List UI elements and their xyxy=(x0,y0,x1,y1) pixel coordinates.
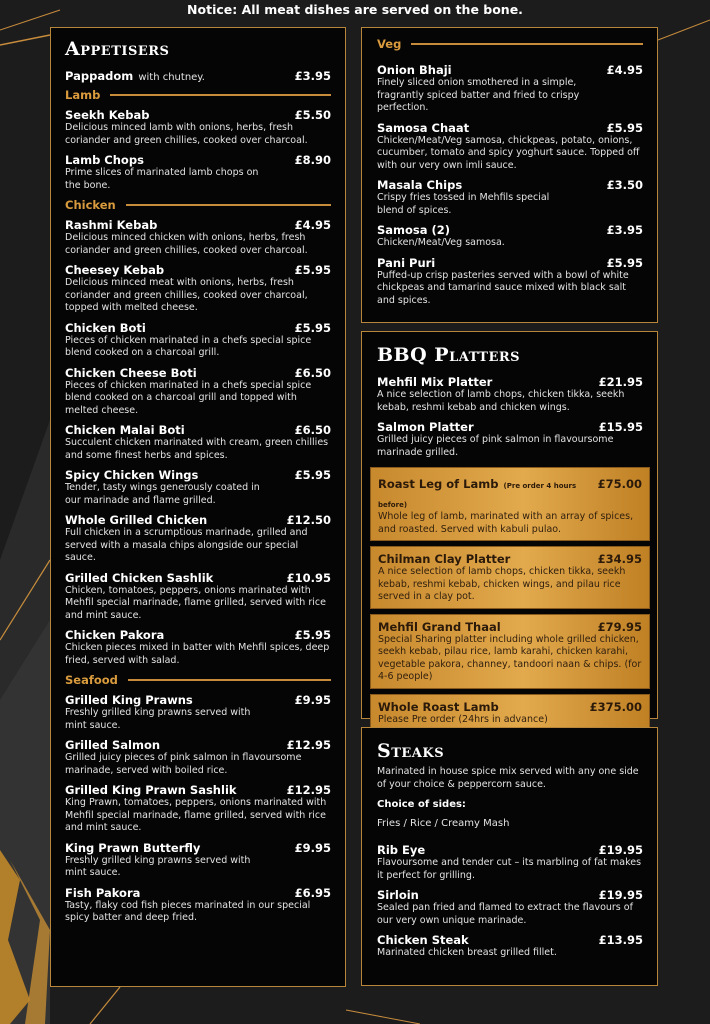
item-name: Chicken Pakora xyxy=(65,628,165,642)
item-price: £79.95 xyxy=(597,619,642,634)
item-desc: Marinated chicken breast grilled fillet. xyxy=(377,947,557,958)
item-price: £5.95 xyxy=(294,468,331,482)
item-desc: Pieces of chicken marinated in a chefs special spice blend cooked on a charcoal grill. xyxy=(65,334,312,358)
featured-item-roast-leg xyxy=(370,467,650,541)
item-name: Sirloin xyxy=(377,888,419,902)
item-name: Chicken Cheese Boti xyxy=(65,365,197,380)
item-name: Chicken Boti xyxy=(65,320,146,335)
item-price: £12.95 xyxy=(286,783,331,797)
item-desc: Grilled juicy pieces of pink salmon in flavoursome marinade grilled. xyxy=(377,434,614,458)
chicken-list xyxy=(65,218,331,667)
menu-item xyxy=(377,933,643,960)
item-note: (Pre order 4 hours before) xyxy=(378,482,577,509)
item-price: £3.95 xyxy=(294,69,331,83)
menu-item xyxy=(377,843,643,882)
item-desc: Flavoursome and tender cut – its marbling of fat makes it perfect for grilling. xyxy=(377,857,642,881)
category-chicken xyxy=(65,198,331,212)
item-price: £3.95 xyxy=(606,223,643,237)
item-price: £75.00 xyxy=(597,477,642,491)
item-desc: Sealed pan fried and flamed to extract the flavours of our very own unique marinade. xyxy=(377,902,633,926)
item-name: Seekh Kebab xyxy=(65,108,150,122)
item-price: £10.95 xyxy=(286,570,331,585)
item-desc: Chicken pieces mixed in batter with Mehfil spices, deep fried, served with salad. xyxy=(65,642,330,666)
item-desc: Grilled juicy pieces of pink salmon in flavoursome marinade, served with boiled rice. xyxy=(65,752,302,776)
item-desc: Chicken, tomatoes, peppers, onions marinated with Mehfil special marinade, flame grilled, served with rice and mint sauce. xyxy=(65,584,326,621)
item-desc: King Prawn, tomatoes, peppers, onions marinated with Mehfil special marinade, flame grilled, served with rice and mint sauce. xyxy=(65,797,327,833)
steaks-intro: Marinated in house spice mix served with any one side of your choice & peppercorn sauce. xyxy=(377,766,639,790)
menu-item xyxy=(65,841,331,880)
appetisers-panel xyxy=(50,27,346,987)
menu-item xyxy=(65,628,331,667)
item-name: Cheesey Kebab xyxy=(65,263,165,277)
item-price: £5.95 xyxy=(294,320,331,335)
item-desc: Whole leg of lamb, marinated with an array of spices, and roasted. Served with kabuli pulao. xyxy=(378,511,634,535)
item-price: £12.50 xyxy=(286,513,331,527)
veg-panel xyxy=(361,27,658,323)
item-desc: A nice selection of lamb chops, chicken tikka, seekh kebab, reshmi kebab and chicken wings. xyxy=(377,389,625,413)
item-name: Pappadom xyxy=(65,69,134,83)
sides-label: Choice of sides: xyxy=(377,799,466,810)
item-desc: Freshly grilled king prawns served with mint sauce. xyxy=(65,707,251,731)
lamb-list xyxy=(65,108,331,192)
category-seafood xyxy=(65,673,331,687)
menu-item xyxy=(377,121,643,173)
menu-item-pappadom xyxy=(65,65,331,84)
item-inline-desc: with chutney. xyxy=(138,72,205,83)
menu-item xyxy=(65,738,331,777)
menu-item xyxy=(377,63,643,115)
item-price: £6.95 xyxy=(294,885,331,900)
item-desc: Prime slices of marinated lamb chops on the bone. xyxy=(65,167,259,191)
item-name: Grilled Salmon xyxy=(65,738,161,752)
notice-banner: Notice: All meat dishes are served on the bone. xyxy=(187,2,523,17)
menu-item xyxy=(65,423,331,462)
item-desc: Chicken/Meat/Veg samosa. xyxy=(377,237,505,248)
menu-item xyxy=(65,321,331,360)
menu-item xyxy=(65,886,331,925)
item-price: £5.50 xyxy=(294,108,331,122)
menu-item xyxy=(65,468,331,507)
item-desc: Tender, tasty wings generously coated in our marinade and flame grilled. xyxy=(65,482,260,506)
item-name: Grilled King Prawns xyxy=(65,693,193,707)
category-veg xyxy=(377,37,643,51)
menu-item xyxy=(65,218,331,257)
item-price: £375.00 xyxy=(589,699,642,714)
item-price: £5.95 xyxy=(606,120,643,135)
item-name: King Prawn Butterfly xyxy=(65,840,201,855)
category-label: Lamb xyxy=(65,88,101,102)
seafood-list xyxy=(65,693,331,925)
item-desc: Delicious minced lamb with onions, herbs, fresh coriander and green chillies, cooked over charcoal. xyxy=(65,122,308,146)
menu-item xyxy=(65,693,331,732)
item-price: £4.95 xyxy=(294,218,331,232)
menu-item xyxy=(377,420,643,459)
item-desc: Special Sharing platter including whole grilled chicken, seekh kebab, pilau rice, lamb karahi, chicken karahi, vegetable pakora, channey, tandoori naan & chips. (for 4-6 people) xyxy=(378,633,642,682)
item-price: £6.50 xyxy=(294,365,331,380)
menu-item xyxy=(65,108,331,147)
item-name: Samosa (2) xyxy=(377,223,451,237)
item-desc: Chicken/Meat/Veg samosa, chickpeas, potato, onions, cucumber, tomato and spicy yoghurt sauce. Topped off with our very own imli sauce. xyxy=(377,134,640,171)
item-name: Grilled King Prawn Sashlik xyxy=(65,783,237,797)
item-desc: Freshly grilled king prawns served with mint sauce. xyxy=(65,854,251,878)
item-price: £6.50 xyxy=(294,423,331,437)
item-price: £8.90 xyxy=(294,153,331,167)
menu-item xyxy=(377,178,643,217)
menu-item xyxy=(377,223,643,250)
category-lamb xyxy=(65,88,331,102)
item-name: Chicken Malai Boti xyxy=(65,423,185,437)
item-price: £34.95 xyxy=(597,552,642,566)
item-name: Chicken Steak xyxy=(377,933,469,947)
item-price: £5.95 xyxy=(294,628,331,642)
featured-item xyxy=(370,546,650,609)
menu-item xyxy=(377,375,643,414)
featured-item xyxy=(370,614,650,689)
item-name: Chilman Clay Platter xyxy=(378,552,511,566)
item-price: £4.95 xyxy=(606,63,643,77)
item-name: Onion Bhaji xyxy=(377,63,452,77)
featured-item xyxy=(370,694,650,732)
item-name: Grilled Chicken Sashlik xyxy=(65,570,214,585)
item-name: Fish Pakora xyxy=(65,885,141,900)
section-title-steaks: Steaks xyxy=(377,740,445,762)
menu-item xyxy=(65,153,331,192)
item-name: Samosa Chaat xyxy=(377,120,470,135)
item-name: Roast Leg of Lamb xyxy=(378,477,499,491)
item-price: £13.95 xyxy=(598,933,643,947)
item-price: £12.95 xyxy=(286,738,331,752)
item-desc: Finely sliced onion smothered in a simple, fragrantly spiced batter and fried to crispy perfection. xyxy=(377,77,580,113)
item-name: Rib Eye xyxy=(377,843,426,857)
item-name: Lamb Chops xyxy=(65,153,144,167)
item-price: £9.95 xyxy=(294,840,331,855)
category-label: Chicken xyxy=(65,198,116,212)
item-desc: Full chicken in a scrumptious marinade, grilled and served with a masala chips alongside our special sauce. xyxy=(65,527,308,563)
item-desc: Tasty, flaky cod fish pieces marinated in our special spicy batter and deep fried. xyxy=(65,899,311,923)
item-desc: Pieces of chicken marinated in a chefs special spice blend cooked on a charcoal grill and topped with melted cheese. xyxy=(65,379,312,416)
menu-item xyxy=(65,571,331,623)
menu-item xyxy=(65,783,331,835)
menu-item xyxy=(377,888,643,927)
item-name: Salmon Platter xyxy=(377,420,474,434)
item-price: £21.95 xyxy=(598,375,643,389)
item-desc: Please Pre order (24hrs in advance) xyxy=(378,713,548,725)
item-desc: Succulent chicken marinated with cream, green chillies and some finest herbs and spices. xyxy=(65,437,329,461)
item-name: Mehfil Grand Thaal xyxy=(378,619,501,634)
item-desc: Delicious minced chicken with onions, herbs, fresh coriander and green chillies, cooked over charcoal. xyxy=(65,232,308,256)
category-label: Veg xyxy=(377,37,402,51)
item-price: £19.95 xyxy=(598,843,643,857)
item-desc: A nice selection of lamb chops, chicken tikka, seekh kebab, reshmi kebab, chicken wings, and pilau rice served in a clay pot. xyxy=(378,566,626,602)
item-desc: Delicious minced meat with onions, herbs, fresh coriander and green chillies, cooked over charcoal, topped with melted cheese. xyxy=(65,277,308,313)
category-label: Seafood xyxy=(65,673,118,687)
item-name: Rashmi Kebab xyxy=(65,218,158,232)
steaks-panel xyxy=(361,727,658,986)
item-desc: Puffed-up crisp pasteries served with a bowl of white chickpeas and tamarind sauce mixed with black salt and spices. xyxy=(377,269,629,306)
item-price: £19.95 xyxy=(598,888,643,902)
section-title-bbq: BBQ Platters xyxy=(377,344,521,366)
item-price: £5.95 xyxy=(606,255,643,270)
menu-item xyxy=(65,513,331,565)
item-name: Whole Grilled Chicken xyxy=(65,513,208,527)
menu-item xyxy=(65,366,331,418)
item-price: £9.95 xyxy=(294,693,331,707)
item-name: Pani Puri xyxy=(377,255,436,270)
item-price: £5.95 xyxy=(294,263,331,277)
menu-item xyxy=(65,263,331,315)
menu-item xyxy=(377,256,643,308)
item-name: Mehfil Mix Platter xyxy=(377,375,493,389)
item-name: Spicy Chicken Wings xyxy=(65,468,199,482)
item-desc: Crispy fries tossed in Mehfils special blend of spices. xyxy=(377,192,550,216)
item-price: £3.50 xyxy=(606,178,643,192)
item-name: Whole Roast Lamb xyxy=(378,699,499,714)
bbq-panel xyxy=(361,331,658,725)
section-title-appetisers: Appetisers xyxy=(65,38,170,60)
item-name: Masala Chips xyxy=(377,178,463,192)
item-price: £15.95 xyxy=(598,420,643,434)
sides-options: Fries / Rice / Creamy Mash xyxy=(377,818,510,829)
